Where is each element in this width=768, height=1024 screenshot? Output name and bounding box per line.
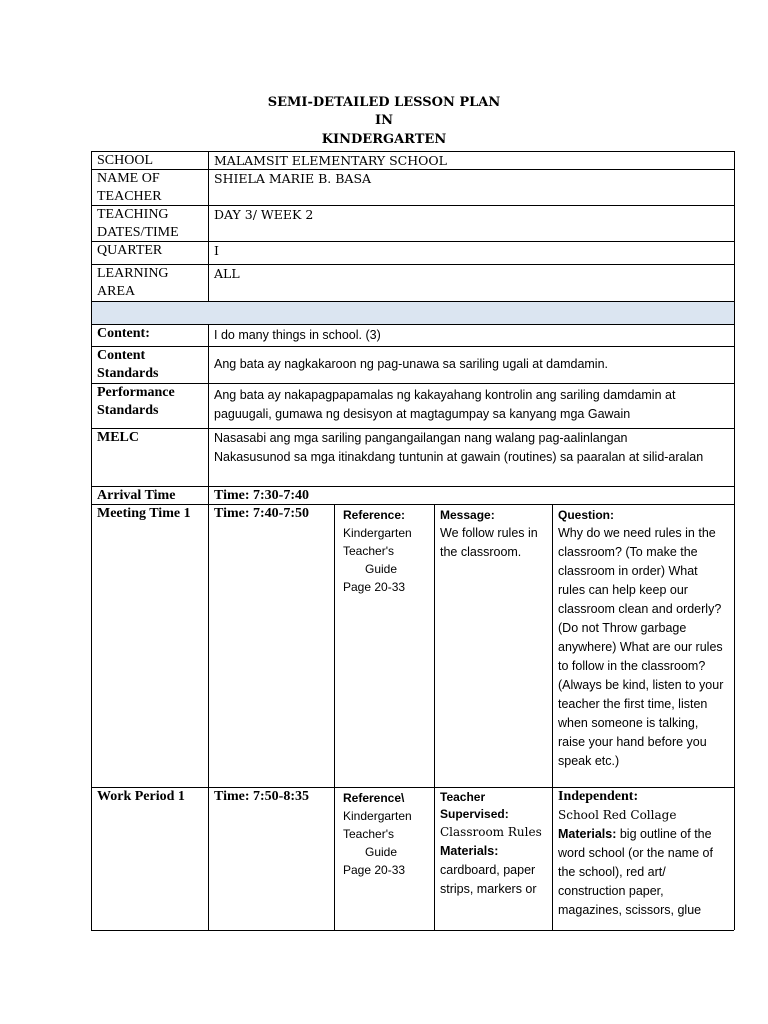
section-divider-band [91,302,734,324]
meeting-ref-title: Reference: [343,508,406,522]
table-border-bottom [91,930,734,931]
work-ref-title: Reference\ [343,791,405,805]
work-ind-mat-text: big outline of the word school (or the name of the school), red art/ construction paper, magazines, scissors, glue [558,827,713,917]
work-ref-line1: Kindergarten [343,809,412,823]
area-value: ALL [214,266,240,281]
meeting-ref-line4: Page 20-33 [343,580,406,594]
performance-standards-value: Ang bata ay nakapagpapamalas ng kakayahang kontrolin ang sariling damdamin at paguugali, gumawa ng desisyon at magtagumpay sa kanyang mga Gawain [214,388,676,421]
work-ref-line2: Teacher's [343,827,394,841]
row-line [91,301,734,302]
area-label: LEARNING AREA [97,266,169,299]
meeting-label: Meeting Time 1 [97,506,191,521]
performance-standards-label: Performance Standards [97,385,175,418]
meeting-msg-text: We follow rules in the classroom. [440,526,538,559]
arrival-label: Arrival Time [97,488,176,503]
quarter-label: QUARTER [97,243,163,258]
work-ts-mat-label: Materials: [440,844,499,858]
teacher-label: NAME OF TEACHER [97,171,162,204]
work-time: Time: 7:50-8:35 [214,789,309,804]
content-standards-value: Ang bata ay nagkakaroon ng pag-unawa sa sariling ugali at damdamin. [214,357,609,371]
meeting-msg-title: Message: [440,508,495,522]
meeting-ref-line1: Kindergarten [343,526,412,540]
work-reference [334,787,434,879]
melc-line-1: Nasasabi ang mga sariling pangangailangan nang walang pag-aalinlangan [214,431,628,445]
meeting-question [552,504,734,771]
content-standards-label: Content Standards [97,348,159,381]
school-label: SCHOOL [97,153,154,168]
work-independent [552,787,734,920]
work-ind-mat-label: Materials: [558,827,617,841]
school-value: MALAMSIT ELEMENTARY SCHOOL [214,153,447,168]
content-value: I do many things in school. (3) [214,328,381,342]
work-ts-text: Classroom Rules [440,825,542,839]
work-label: Work Period 1 [97,789,185,804]
work-teacher-supervised [434,787,552,899]
meeting-q-title: Question: [558,508,614,522]
plan-title-line2: IN [375,113,393,128]
meeting-ref-line2: Teacher's [343,544,394,558]
arrival-time: Time: 7:30-7:40 [214,488,309,503]
work-ref-line4: Page 20-33 [343,863,406,877]
meeting-reference [334,504,434,596]
plan-title-line3: KINDERGARTEN [321,132,447,147]
dates-value: DAY 3/ WEEK 2 [214,207,314,222]
melc-label: MELC [97,430,139,445]
quarter-value: I [214,243,219,258]
meeting-time: Time: 7:40-7:50 [214,506,309,521]
plan-title-line1: SEMI-DETAILED LESSON PLAN [267,95,501,110]
work-ts-title: Teacher Supervised: [440,790,509,821]
work-ref-line3: Guide [365,845,398,859]
work-ind-text: School Red Collage [558,808,677,822]
meeting-q-text: Why do we need rules in the classroom? (To make the classroom in order) What rules can help keep our classroom clean and orderly?(Do not Throw garbage anywhere) What are our rules to follow in the classroom? (Always be kind, listen to your teacher the first time, listen when someone is talking, raise your hand before you speak etc.) [558,526,724,768]
teacher-value: SHIELA MARIE B. BASA [214,171,372,186]
work-ind-title: Independent: [558,789,639,804]
melc-value [208,428,734,467]
dates-label: TEACHING DATES/TIME [97,207,179,240]
meeting-message [434,504,552,562]
melc-line-2: Nakasusunod sa mga itinakdang tuntunin at gawain (routines) sa paaralan at silid-aralan [214,450,704,464]
work-ind-materials [558,825,728,920]
meeting-ref-line3: Guide [365,562,398,576]
content-label: Content: [97,326,150,341]
work-ts-mat-text: cardboard, paper strips, markers or [440,863,537,896]
table-border-right [734,151,735,930]
